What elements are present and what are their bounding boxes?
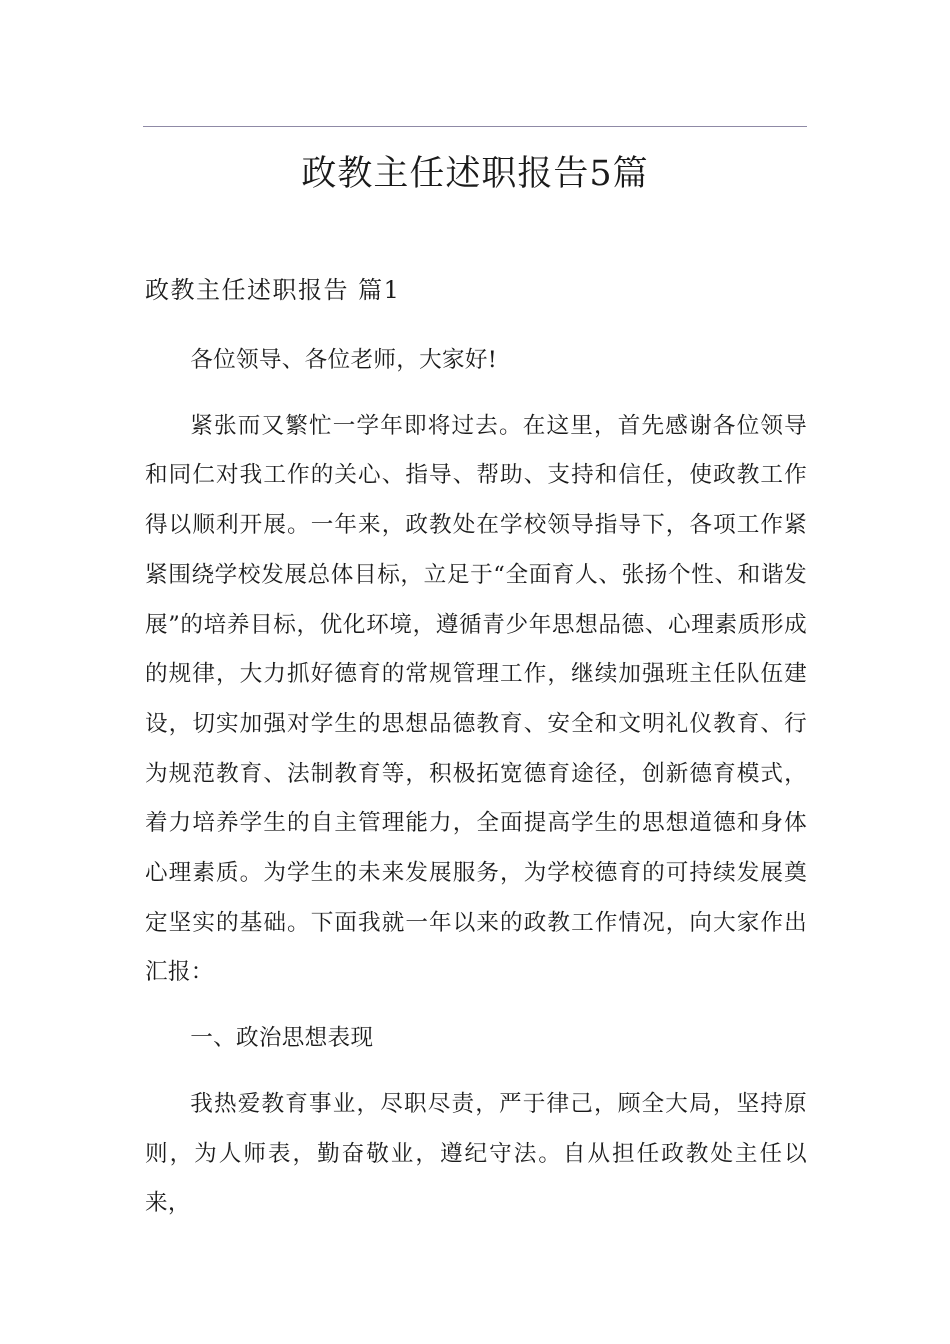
- political-thought-paragraph: 我热爱教育事业，尽职尽责，严于律己，顾全大局，坚持原则，为人师表，勤奋敬业，遵纪守法。自从担任政教处主任以来，: [145, 1090, 807, 1217]
- document-body: [145, 336, 807, 1245]
- greeting-paragraph: 各位领导、各位老师，大家好!: [190, 347, 498, 373]
- subheading-political-thought: 一、政治思想表现: [190, 1025, 374, 1052]
- header-rule: [143, 126, 807, 127]
- document-title: 政教主任述职报告5篇: [301, 154, 649, 194]
- intro-paragraph: 紧张而又繁忙一学年即将过去。在这里，首先感谢各位领导和同仁对我工作的关心、指导、帮助、支持和信任，使政教工作得以顺利开展。一年来，政教处在学校领导指导下，各项工作紧紧围绕学校发展总体目标，立足于“全面育人、张扬个性、和谐发展”的培养目标，优化环境，遵循青少年思想品德、心理素质形成的规律，大力抓好德育的常规管理工作，继续加强班主任队伍建设，切实加强对学生的思想品德教育、安全和文明礼仪教育、行为规范教育、法制教育等，积极拓宽德育途径，创新德育模式，着力培养学生的自主管理能力，全面提高学生的思想道德和身体心理素质。为学生的未来发展服务，为学校德育的可持续发展奠定坚实的基础。下面我就一年以来的政教工作情况，向大家作出汇报：: [145, 412, 807, 986]
- section-heading: 政教主任述职报告 篇1: [145, 276, 401, 304]
